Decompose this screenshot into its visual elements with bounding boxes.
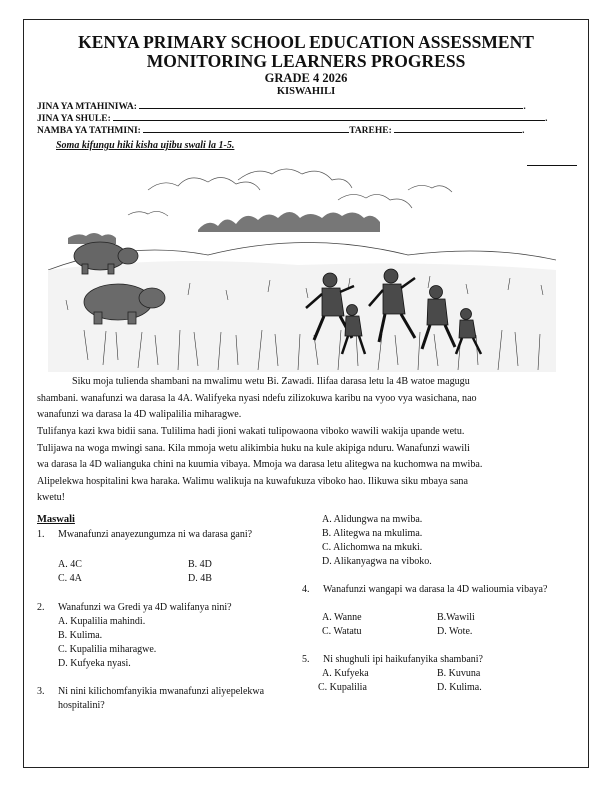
question-text: Ni shughuli ipi haikufanyika shambani? [323,654,483,665]
passage-line: Tulifanya kazi kwa bidii sana. Tulilima hadi jioni wakati tulipowaona viboko wawili wakija upande wetu. [37,426,465,437]
question-1 [37,528,287,558]
subject-heading: KISWAHILI [276,86,336,97]
option-1d[interactable]: D. 4B [188,573,212,584]
option-4b[interactable]: B.Wawili [437,612,475,623]
question-number: 1. [37,529,45,540]
passage-line: wanafunzi wa darasa la 4D walipalilia miharagwe. [37,409,242,421]
school-name-field[interactable] [113,112,545,121]
question-number: 4. [302,584,310,595]
passage-paragraph-1 [37,374,567,424]
option-5d[interactable]: D. Kulima. [437,682,482,693]
option-5b[interactable]: B. Kuvuna [437,668,481,679]
school-name-row: JINA YA SHULE: . [37,114,548,124]
option-3a[interactable]: A. Alidungwa na mwiba. [322,514,423,525]
option-2a[interactable]: A. Kupalilia mahindi. [58,616,146,627]
school-name-label: JINA YA SHULE: [37,114,111,124]
question-3 [37,685,287,715]
question-number: 2. [37,602,45,613]
question-4 [302,583,562,613]
questions-heading: Maswali [37,514,75,525]
option-1b[interactable]: B. 4D [188,559,212,570]
option-3d[interactable]: D. Alikanyagwa na viboko. [322,556,432,567]
assessment-number-label: NAMBA YA TATHMINI: [37,126,141,136]
option-1a[interactable]: A. 4C [58,559,82,570]
option-2b[interactable]: B. Kulima. [58,630,103,641]
candidate-name-field[interactable] [139,100,523,109]
question-text: Wanafunzi wa Gredi ya 4D walifanya nini? [58,602,232,613]
question-text: Wanafunzi wangapi wa darasa la 4D walioumia vibaya? [323,584,548,595]
candidate-name-row: JINA YA MTAHINIWA: . [37,102,526,112]
question-text: Ni nini kilichomfanyikia mwanafunzi aliyepelekwa hospitalini? [58,686,265,711]
clouds [128,169,452,216]
title-line-2: MONITORING LEARNERS PROGRESS [146,51,466,71]
question-number: 3. [37,686,45,697]
option-2c[interactable]: C. Kupalilia miharagwe. [58,644,157,655]
option-4c[interactable]: C. Watatu [322,626,362,637]
passage-paragraph-2 [37,424,567,507]
reading-instruction: Soma kifungu hiki kisha ujibu swali la 1-5. [56,140,235,151]
date-field[interactable] [394,124,522,133]
option-3b[interactable]: B. Alitegwa na mkulima. [322,528,423,539]
option-4a[interactable]: A. Wanne [322,612,362,623]
date-label: TAREHE: [349,126,392,136]
candidate-name-label: JINA YA MTAHINIWA: [37,102,137,112]
option-4d[interactable]: D. Wote. [437,626,473,637]
option-1c[interactable]: C. 4A [58,573,82,584]
passage-line: wa darasa la 4D walianguka chini na kuumia vibaya. Mmoja wa darasa letu alitegwa na kuchomwa na mwiba. [37,459,483,471]
passage-line: Siku moja tulienda shambani na mwalimu wetu Bi. Zawadi. Ilifaa darasa letu la 4B watoe magugu [72,376,470,387]
option-2d[interactable]: D. Kufyeka nyasi. [58,658,131,669]
assessment-number-row: NAMBA YA TATHMINI: TAREHE: . [37,126,525,136]
option-3c[interactable]: C. Alichomwa na mkuki. [322,542,423,553]
title-line-1: KENYA PRIMARY SCHOOL EDUCATION ASSESSMENT [78,32,534,52]
treeline [68,212,380,244]
grade-heading: GRADE 4 2026 [264,71,348,85]
option-5a[interactable]: A. Kufyeka [322,668,369,679]
hippos-and-pupils-in-field-illustration [48,160,556,372]
assessment-number-field[interactable] [143,124,349,133]
passage-line: shambani. wanafunzi wa darasa la 4A. Walifyeka nyasi ndefu zilizokuwa karibu na vyoo vya wasichana, nao [37,392,477,404]
question-number: 5. [302,654,310,665]
passage-line: Alipelekwa hospitalini kwa haraka. Walimu walikuja na kuwafukuza viboko hao. Ilikuwa siku mbaya sana [37,475,468,487]
passage-line: kwetu! [37,492,66,504]
question-text: Mwanafunzi anayezungumza ni wa darasa gani? [58,529,253,540]
passage-line: Tulijawa na woga mwingi sana. Kila mmoja wetu alikimbia huku na kule akipiga nduru. Wanafunzi wawili [37,442,470,454]
option-5c[interactable]: C. Kupalilia [318,682,367,693]
